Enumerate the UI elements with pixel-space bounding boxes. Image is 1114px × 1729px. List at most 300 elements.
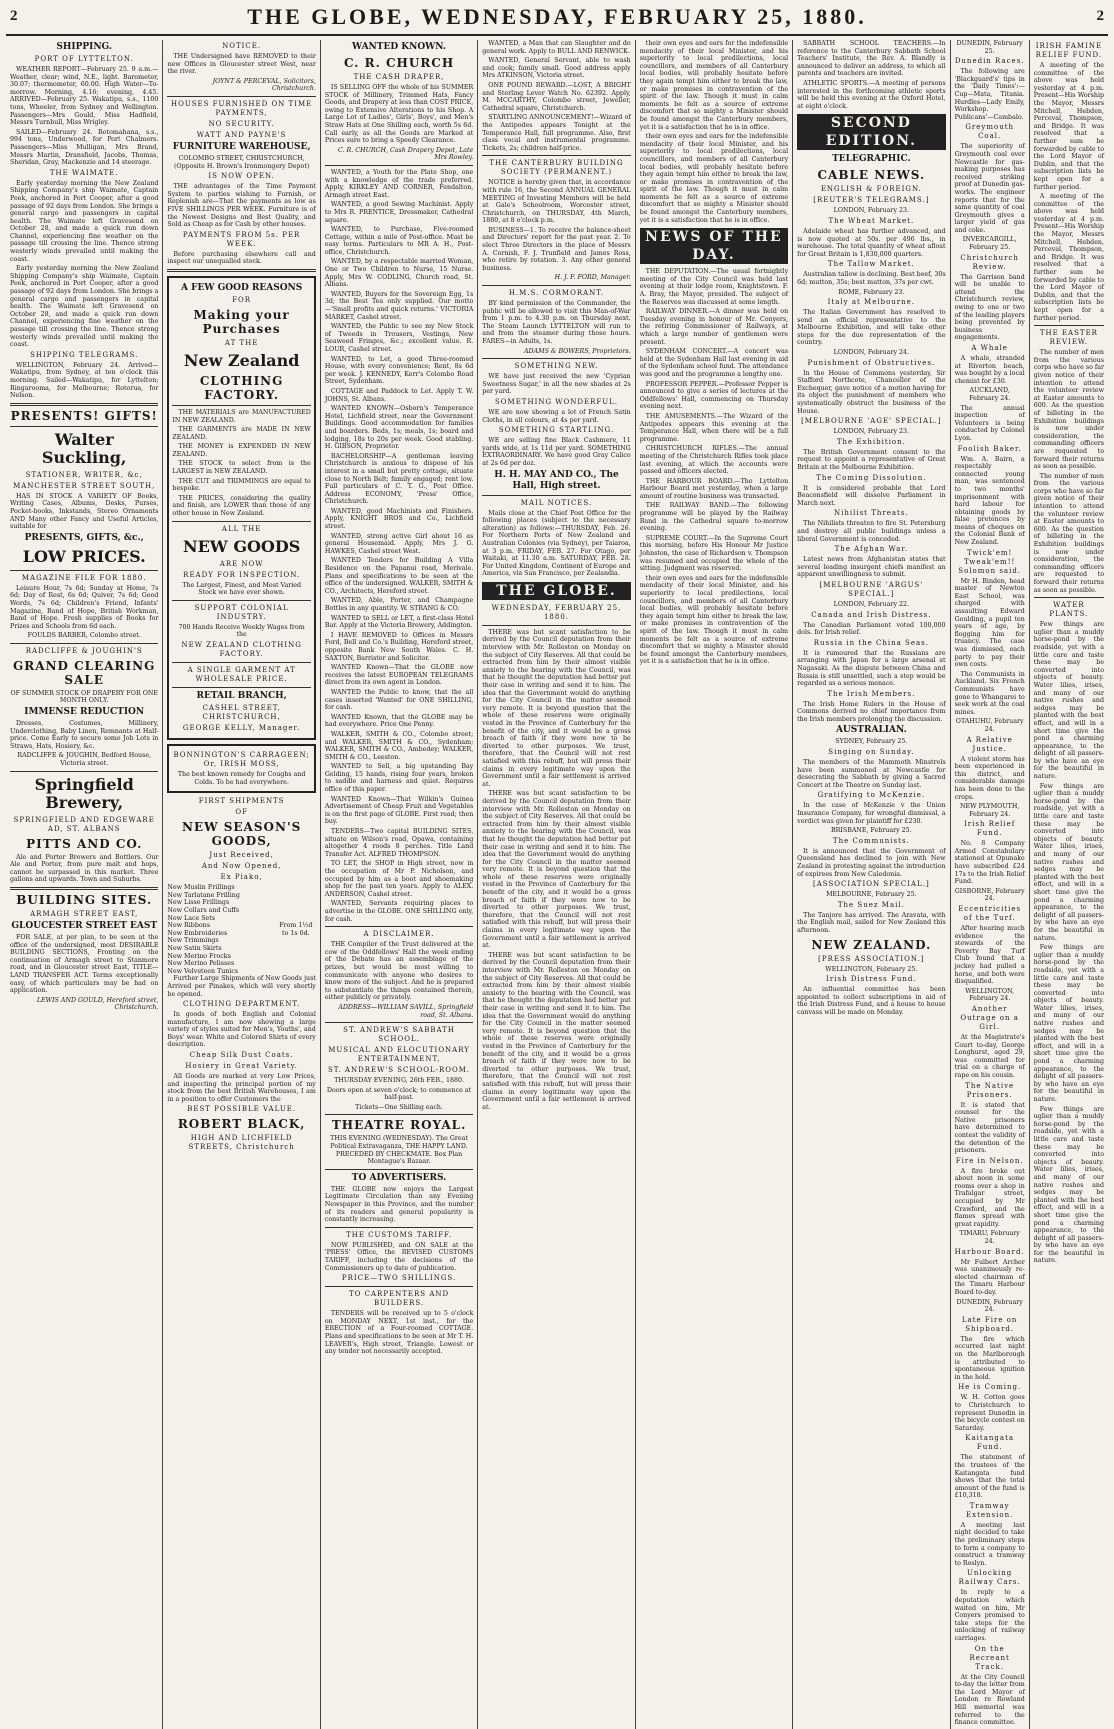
telegrams-heading: SHIPPING TELEGRAMS. [30,350,139,359]
native-heading: The Native Prisoners. [965,1081,1015,1099]
news-item: THE DEPUTATION.—The usual fortnightly meeting of the City Council was held last evening at their lodge room, Knightstown. F. A. Bray, the Mayor, presided. The subject of the Reserves was discussed at some length. [639,268,789,306]
retail-branch: RETAIL BRANCH, [196,691,287,701]
wanted-ad: WANTED, a good Sewing Machinist. Apply to Mrs R. PRENTICE, Dressmaker, Cathedral square. [324,201,474,224]
cormorant-heading: H.M.S. CORMORANT. [508,289,605,298]
exhibition-heading: The Exhibition. [836,437,906,446]
eccentricities-text: After hearing much evidence the stewards of the Poverty Bay Turf Club found that a jockey had pulled a horse, and both were disqualified. [954,925,1025,986]
doors-open: Doors open at seven o'clock; to commence at half-past. [326,1086,472,1102]
may-co: H. H. MAY AND CO., The Hall, High street. [494,469,619,491]
sailed-report: SAILED—February 24. Rotomahana, s.s., 994 tons, Underwood, for Port Chalmers. Passengers—Miss Mulligan, Mrs Brand, Messrs Martin, Dransfield, Jacobs, Thomas, Sheridan, Gray, Mackenzie and 14 steerage. [10,128,159,167]
relief-text: No. 8 Company Armed Constabulary stationed at Opunake have subscribed £24 17s to the Irish Relief Fund. [954,840,1025,886]
divider [482,625,630,626]
divider [482,285,630,286]
divider [10,426,158,427]
immense-reduction: IMMENSE REDUCTION [24,707,145,718]
english-heading: ENGLISH & FOREIGN. [820,185,922,194]
dateline: OTAHUHU, February 24. [955,718,1024,733]
italy-text: The Italian Government has resolved to send an official representative to the Melbourne Exhibition, and will take other steps for the due representation of the country. [797,309,946,347]
singing-text: The members of the Mammoth Minstrels have been summoned at Newcastle for desecrating the Sabbath by giving a Sacred Concert at the Theatre on Sunday last. [797,759,946,789]
wanted-list [325,169,473,729]
argus-label: [MELBOURNE 'ARGUS' SPECIAL.] [819,580,924,598]
water-text: Few things are uglier than a muddy horse-pond by the roadside, yet with a little care and taste these may be converted into objects of beauty. Water lilies, irises, and many of our native rushes and sedges may be planted with the best effect, and will in a short time give the pond a charming appearance, to the delight of all passers-by who have an eye for the beautiful in nature. [1033,621,1104,781]
coming-heading-2: He is Coming. [958,1383,1022,1392]
sabbath-heading: ST. ANDREW'S SABBATH SCHOOL. [343,1026,455,1044]
waimate-heading: THE WAIMATE. [49,168,119,177]
muslin-list-item: New Lace Sets [167,914,216,922]
divider [167,96,315,97]
reuters-label: [REUTER'S TELEGRAMS.] [813,196,930,205]
wanted-ad: TENDERS—Two capital BUILDING SITES, situate on Wilson's road, Opawa, containing altogether 4 roods 8 perches. Title Land Transfer Act. ALFRED THOMPSON. [324,828,474,858]
something-new-text: WE have just received the new 'Cyprian Sweetness Sugar,' in all the new shades at 2s per yard. [482,373,631,396]
annual-text: The annual inspection of Volunteers is being conducted by Colonel Lyon. [954,404,1025,442]
customs-heading: THE CUSTOMS TARIFF. [346,1230,453,1239]
greymouth-heading: Greymouth Coal. [965,123,1015,141]
globe-date: WEDNESDAY, FEBRUARY 25, 1880. [491,603,622,621]
famine-text: A meeting of the committee of the above was held yesterday at 4 p.m. Present—His Worship the Mayor, Messrs Mitchell, Hebden, Perceval, Thompson, and Bridge. It was resolved that a further sum be forwarded by cable to the Lord Mayor of Dublin, and that the subscription lists be kept open for a further period. [1033,62,1104,191]
relief-heading: Irish Relief Fund. [964,820,1016,838]
muslin-list-item: New Collars and Cuffs [167,906,240,914]
clothing-text: In goods of both English and Colonial manufacture, I am now showing a large variety of styles suited for Men's, Youths', and Boys' wear. White and Colored Shirts of every description. [167,1011,316,1049]
press-assoc-label: [PRESS ASSOCIATION.] [818,954,925,963]
dateline: DUNEDIN, February 25. [956,40,1023,55]
canterbury-heading: THE CANTERBURY BUILDING SOCIETY (PERMANENT.) [489,159,624,177]
shipping-heading: SHIPPING. [56,42,113,52]
dateline: WELLINGTON, February 24. [965,987,1015,1003]
pitts-text: Ale and Porter Brewers and Bottlers. Our Ale and Porter, from pure malt and hops, cannot be surpassed in this market. Three gallons and upwards. Town and Suburbs. [10,853,159,884]
coming-text: It is considered probable that Lord Beaconsfield will dissolve Parliament in March next. [797,484,946,507]
second-edition-banner: SECOND EDITION. [797,114,945,150]
divider [325,1286,473,1287]
wanted-ad: WANTED, Buyers for the Sovereign Egg, 1s 3d; the Best Tea only supplied. Our motto—'Small profits and quick returns.' VICTORIA MARKET, Cashel street. [324,290,474,321]
disclaimer-signature: ADDRESS—WILLIAM SAVILL, Springfield road, St. Albans. [338,1003,474,1019]
new-season-goods: NEW SEASON'S GOODS, [181,820,302,849]
muslin-list-item: New Tarlatane Frilling [167,891,240,899]
magazine-heading: MAGAZINE FILE FOR 1880. [21,573,147,582]
tail-text-2: their own eyes and ears for the indefensible mendacity of their local Minister, and his superiority to local predilections, local councillors, and members of all Canterbury local bodies, will probably hesitate before they again tempt him either to break the law, or make promises in contravention of the spirit of the law. Though it must in calm moments be felt as a source of extreme discomfort that so mighty a Minister should be found amongst the Canterbury members, yet it is a satisfaction that he is in office. [639,574,789,666]
robert-address: HIGH AND LICHFIELD STREETS, Christchurch [188,1134,295,1152]
divider [325,1114,473,1115]
muslin-list-item: New Trimmings [167,937,219,945]
athletic-sports: ATHLETIC SPORTS.—A meeting of persons interested in the forthcoming athletic sports will be held this evening at the Oxford Hotel, at eight o'clock. [797,79,946,110]
suez-text: The Tanjore has arrived. The Aravata, with the English mail, sailed for New Zealand this afternoon. [797,911,946,934]
assoc-label: [ASSOCIATION SPECIAL.] [812,880,930,889]
price-two: PRICE—TWO SHILLINGS. [341,1274,457,1283]
dateline: TIMARU, February 24. [959,1230,1020,1246]
low-prices: LOW PRICES. [22,546,146,566]
advertisers-heading: TO ADVERTISERS. [351,1172,447,1183]
divider [10,887,158,890]
col7-split [955,40,1104,1729]
dateline: BRISBANE, February 25. [831,827,912,835]
armagh: ARMAGH STREET EAST, [30,910,139,918]
leader-text-2: THERE was but scant satisfaction to be derived by the Council deputation from their interview with Mr. Rolleston on Monday on the subject of City Reserves. All that could be extracted from him by their almost visible anxiety to the hearing with the Council, was that he thought the deputation had better put their case in writing and send it to him. The idea that the Government would do anything for the City Council in the matter seemed very remote. It is beyond question that the whole of these reserves were originally vested in the Province of Canterbury for the benefit of the city, and it would be a gross breach of faith if they were now to be diverted to other purposes. We trust, therefore, that the Council will not rest satisfied with this rebuff, but will press their claims in every legitimate way upon the Government until a fair settlement is arrived at. [482,790,631,950]
muslin-list-item: New Satin Skirts [167,944,222,952]
suckling-gifts: PRESENTS, GIFTS, &c., [24,532,144,543]
sabbath-teachers: SABBATH SCHOOL TEACHERS.—In reference to the Canterbury Sabbath School Teachers' Institute, the Rev. A. Blandly is announced to deliver an address, to which all parents and teachers are invited. [797,40,946,78]
theatre-text: THIS EVENING (WEDNESDAY). The Great Political Extravaganza, THE HAPPY LAND. PRECEDED BY CHECKMATE. Box Plan Montague's Bazaar. [330,1135,468,1166]
wanted-ad: WANTED, to Let, a good Three-roomed House, with every convenience; Rent, 8s 6d per week. J. KENNEDY, Kerr's Colombo Road Street, Sydenham. [324,355,474,386]
something-wonderful: SOMETHING WONDERFUL. [495,397,618,406]
water-heading: WATER PLANTS. [1049,601,1089,619]
afghan-text: Latest news from Afghanistan states that several leading insurgent chiefs manifest an apparent unwillingness to submit. [797,556,946,579]
tickets: Tickets—One Shilling each. [355,1103,443,1111]
greymouth-text: The superiority of Greymouth coal over Newcastle for gas-making purposes has received striking proof at Dunedin gas-works. The engineer reports that for the same quantity of coal Greymouth gives a larger yield of gas and coke. [954,143,1025,234]
auckland-text: The Communists in Auckland. Six French Communists have gone to Whangarei to seek work at the coal mines. [954,670,1025,716]
wheat-heading: The Wheat Market. [828,216,915,225]
fire-heading: Late Fire on Shipboard. [961,1315,1018,1333]
nelson-text: A fire broke out about noon in some rooms over a shop in Trafalgar street, occupied by Mr Crawford, and the flames spread with great rapidity. [954,1167,1025,1228]
schoolroom: ST. ANDREW'S SCHOOL-ROOM. [328,1066,471,1075]
communists-heading: The Communists. [832,836,910,845]
new-goods: NEW GOODS [182,536,301,556]
wanted-ad: WANTED, to Purchase, Five-roomed Cottage, within a mile of Post-office. Must be easy terms. Particulars to MR A. H., Post-office, Christchurch. [324,226,474,256]
tallow-text: Australian tallow is declining. Best beef, 30s 6d; mutton, 35s; best mutton, 37s per cwt. [797,271,946,286]
best-value: BEST POSSIBLE VALUE. [187,1105,297,1114]
brewery-name: Springfield Brewery, [34,774,134,812]
easter-text: The number of men from the various corps who have so far given notice of their intention to attend the volunteer review at Easter amounts to 600. As the question of billeting in the Exhibition buildings is now under consideration, the commanding officers are requested to forward their returns as soon as possible. [1033,349,1104,471]
something-wonderful-text: WE are now showing a lot of French Satin Cloths, in all colours, at 4s per yard. [482,408,631,424]
wanted-ad: WANTED, strong active Girl about 16 as general Housemaid. Apply, Mrs J. G. HAWKES, Cashel street West. [324,532,474,555]
largest-stock: The Largest, Finest, and Most Varied Stock we have ever shown. [182,581,301,597]
muslin-list-item: New Merino Pelisses [167,960,235,968]
page-number-right: 2 [1096,8,1104,24]
review-heading: Christchurch Review. [960,253,1019,271]
radcliffe-address: RADCLIFFE & JOUGHIN, Bedford House, Victoria street. [17,752,152,768]
russia-heading: Russia in the China Seas. [813,638,929,647]
divider [482,358,630,359]
communists-text: It is announced that the Government of Queensland has declined to join with New Zealand in protesting against the introduction of expirees from New Caledonia. [797,847,946,878]
something-new: SOMETHING NEW. [514,362,599,371]
wanted-ad: WANTED KNOWN—Osborn's Temperance Hotel, Lichfield street, near the Government Buildings. Good accommodation for families and boarders. Beds, 1s; meals, 1s; board and lodging, 18s to 20s per week. Good stabling. H. GIBSON, Proprietor. [324,405,474,451]
divider [482,495,630,496]
muslin-list [167,884,275,975]
news-list [640,268,788,533]
water-text-4: Few things are uglier than a muddy horse-pond by the roadside, yet with a little care and taste these may be converted into objects of beauty. Water lilies, irises, and many of our native rushes and sedges may be planted with the best effect, and will in a short time give the pond a charming appearance, to the delight of all passers-by who have an eye for the beautiful in nature. [1033,1105,1104,1265]
afghan-heading: The Afghan War. [834,545,909,554]
telegrams-text: WELLINGTON, February 24. Arrived—Wakatipu, from Sydney, at ten o'clock this morning. Sailed—Wakatipu, for Lyttelton; Ringarooma, for Melbourne; Rotorua, for Nelson. [10,361,159,400]
nelson-heading: Fire in Nelson. [955,1156,1024,1165]
famine-text-2: A meeting of the committee of the above was held yesterday at 4 p.m. Present—His Worship the Mayor, Messrs Mitchell, Hebden, Perceval, Thompson, and Bridge. It was resolved that a further sum be forwarded by cable to the Lord Mayor of Dublin, and that the subscription lists be kept open for a further period. [1033,193,1104,322]
divider [1034,325,1104,326]
wanted-ad: TO LET, the SHOP in High street, now in the occupation of Mr P. Nicholson, and occupied by him as a boot and shoemaking shop for the past ten years. Apply to ALEX. ANDERSON, Cashel street. [324,860,474,898]
houses-heading: HOUSES FURNISHED ON TIME PAYMENTS, [171,99,313,117]
harbour-heading: Harbour Board. [954,1247,1025,1256]
wanted-ad: WANTED, good Machinists and Finishers. Apply, KNIGHT BROS and Co., Lichfield street. [324,507,474,531]
reason-money: THE MONEY is EXPENDED IN NEW ZEALAND. [172,443,311,458]
carpenters-text: TENDERS will be received up to 5 o'clock on MONDAY NEXT, 1st inst., for the ERECTION of a Four-roomed COTTAGE. Plans and specifications to be seen at Mr T. H. LEAVER's, High street, Triangle. Lowest or any tender not necessarily accepted. [324,1310,474,1356]
column-1 [6,40,163,1729]
wanted-ad: WANTED the Public to know, that the all cases inserted 'Wanted' for ONE SHILLING, for cash. [324,688,474,712]
irish-distress-text: An influential committee has been appointed to collect subscriptions in aid of the Irish Distress Fund, and a house to house canvass will be made on Monday. [797,986,946,1016]
wanted-ad: WANTED, a Youth for the Plate Shop, one with a knowledge of the trade preferred. Apply, KIRKLEY AND CORNER, Fendalton, Armagh street East. [324,168,474,199]
watt-address: COLOMBO STREET, CHRISTCHURCH, (Opposite H. Brown's Ironmongery Depot) [173,154,310,170]
russia-text: It is rumoured that the Russians are arranging with Japan for a large arsenal at Nagasaki. As the dispute between China and Russia is still unsettled, such a step would be regarded as a serious menace. [797,649,946,688]
tweak-heading: Twick'em! Tweak'em!! Solomon said. [958,548,1022,575]
reason-prices: THE PRICES, considering the quality and finish, are LOWER than those of any other house in New Zealand. [172,494,311,518]
masthead-title: THE GLOBE, WEDNESDAY, FEBRUARY 25, 1880. [247,4,867,29]
ready-inspection: READY FOR INSPECTION. [183,570,301,579]
silk-coats: Cheap Silk Dust Coats. [189,1051,294,1060]
races-text: The following are 'Blackguard's' tips in the 'Daily Times':—Cup—Mata, Titania. Hurdles—Lady Emily, Workshop. Publicans'—Cambalo. [954,68,1025,121]
lewis-signature: LEWIS AND GOULD, Hereford street, Christchurch. [36,996,159,1012]
making-purchases: Making your Purchases [193,307,290,336]
wanted-ad: WANTED to Sell, a big upstanding Bay Gelding, 15 hands, rising four years, broken to saddle and harness and quiet. Requires office of this paper. [324,763,474,794]
wanted-ad: WANTED Known, that the GLOBE may be had everywhere. Price One Penny. [324,713,474,729]
suckling-name: Walter Suckling, [41,429,127,467]
mail-text: Mails close at the Chief Post Office for the following places (subject to the necessary alteration) as follows:—THURSDAY, Feb. 26. For Northern Ports of New Zealand and Australian Colonies (via Sydney), per Taiaroa, at 3 p.m. FRIDAY, FEB. 27. For Otago, per Waitaki, at 11.30 a.m. SATURDAY, FEB. 28. For United Kingdom, Continent of Europe and America, via San Francisco, per Zealandia. [482,509,631,578]
dateline: MELBOURNE, February 25. [826,891,917,899]
notice-text: THE Undersigned have REMOVED to their new Offices in Gloucester street West, near the river. [167,53,316,76]
muslin-list-item: New Merino Frocks [167,952,231,960]
gratifying-heading: Gratifying to McKenzie. [817,791,926,800]
divider [167,269,315,272]
tramway-text: A meeting last night decided to take the preliminary steps to form a company to construct a tramway to Roslyn. [954,1521,1025,1567]
robert-black: ROBERT BLACK, [177,1117,306,1132]
masthead [6,0,1108,36]
irish-text: The Irish Home Rulers in the House of Commons derived no chief importance from the Irish members prolonging the discussion. [797,700,946,723]
wanted-ad: WANTED to SELL or LET, a first-class Hotel Bar. Apply at the Victoria Brewery, Addington. [324,614,474,630]
column-3 [321,40,478,1729]
wheat-text: Adelaide wheat has further advanced, and is now quoted at 50s. per 496 lbs., in warehouse. The total quantity of wheat afloat for Great Britain is 1,830,000 quarters. [797,227,946,258]
dateline: GISBORNE, February 24. [954,887,1025,903]
divider [172,600,310,601]
divider [10,403,158,406]
news-item: RAILWAY DINNER.—A dinner was held on Tuesday evening in honour of Mr. Conyers, the retiring Commissioner of Railways, at which a large number of gentlemen were present. [639,308,789,346]
waimate-text-more: Early yesterday morning the New Zealand Shipping Company's ship Waimate, Captain Peek, anchored in Port Cooper, after a good passage of 92 days from London. She brings a general cargo and passengers in capital health. The Waimate left Gravesend on October 28, and made a quick run down Channel, experiencing fine weather on the passage till crossing the line. Thence strong westerly winds prevailed until making the coast. [10,265,159,349]
divider [10,570,158,571]
telegraphic-heading: TELEGRAPHIC. [832,154,911,165]
walker-branches: WALKER, SMITH & CO., Colombo street; and WALKER, SMITH & CO., Sydenham; WALKER, SMITH & CO., Ambedey; WALKER, SMITH & CO., Leeston. [324,730,474,761]
exhibition-text: The British Government consent to the request to appoint a representative of Great Britain at the Melbourne Exhibition. [797,448,946,471]
singing-heading: Singing on Sunday. [828,748,915,757]
single-garment: A SINGLE GARMENT AT WHOLESALE PRICE. [187,666,296,683]
races-heading: Dunedin Races. [954,57,1025,66]
payments-heading: PAYMENTS FROM 5s. PER WEEK. [182,230,301,248]
divider [325,1169,473,1170]
wanted-ad: I HAVE REMOVED to Offices in Messrs Ford, Bell and Co.'s Building, Hereford street, opposite Bank New South Wales. C. H. SAXTON, Barrister and Solicitor. [324,631,474,662]
for-label: FOR [232,295,252,304]
cormorant-text: BY kind permission of the Commander, the public will be allowed to visit this Man-of-War from 1 p.m. to 4.30 p.m. on Thursday next. The Steam Launch LYTTELTON will run to and from the steamer during those hours. FARES—in Adults, 1s. [482,300,631,345]
gloucester: GLOUCESTER STREET EAST [11,921,158,931]
muslin-list-item: New Velveteen Tunics [167,967,239,975]
column-6 [793,40,950,1729]
coming-heading: The Coming Dissolution. [816,473,927,482]
at-the-label: AT THE [224,338,259,347]
canada-heading: Canada and Irish Distress. [811,610,932,619]
clothing-dept: CLOTHING DEPARTMENT. [183,1000,301,1009]
muslin-block [167,884,315,975]
new-zealand-heading: NEW ZEALAND. [811,937,932,952]
divider [325,926,473,927]
grand-clearing: GRAND CLEARING SALE [13,658,156,687]
unlocking-heading: Unlocking Railway Cars. [958,1569,1021,1587]
magazine-text: Leisure Hour, 7s 6d; Sunday at Home, 7s 6d; Day of Rest, 6s 6d; Quiver, 7s 6d; Good Words, 7s 6d; Children's Friend, Infants' Magazine, Band of Hope, British Workman, Band of Hope. Fresh supplies of Books for Prizes and Schools from 6d each. [10,584,159,630]
furniture-warehouse: FURNITURE WAREHOUSE, [172,141,311,152]
radcliffe-name: RADCLIFFE & JOUGHIN'S [25,646,143,655]
reason-garments: THE GARMENTS are MADE IN NEW ZEALAND. [172,426,311,441]
something-startling: SOMETHING STARTLING. [498,426,615,435]
divider [325,1022,473,1023]
column-4 [478,40,635,1729]
dateline: LONDON, February 23. [833,207,910,215]
wanted-ad: WANTED, the Public to see my New Stock of Tweeds in Trousers, Vestings, New Seaweed Fringes, &c.; excellent value. R. LOUR, Cashel street. [324,323,474,353]
crc-signature: C. R. CHURCH, Cash Drapery Depot, Late Mrs Rowley. [337,146,474,162]
clothing-factory: CLOTHING FACTORY. [199,373,284,402]
review-text: The Garrison band will be unable to attend the Christchurch review, owing to one or two of the leading players being prevented by business engagements. [954,273,1025,342]
canterbury-signature: H. J. F. FORD, Manager. [554,274,631,282]
easter-heading: THE EASTER REVIEW. [1039,329,1098,347]
divider [172,687,310,688]
globe-banner: THE GLOBE. [482,582,630,600]
column-2 [163,40,320,1729]
muslin-list-item: New Lisse Frillings [167,899,230,907]
article-text: their own eyes and ears for the indefensible mendacity of their local Minister, and his superiority to local predilections, local councillors, and members of all Canterbury local bodies, will probably hesitate before they again tempt him either to break the law, or make promises in contravention of the spirit of the law. Though it must in calm moments be felt as a source of extreme discomfort that so mighty a Minister should be found amongst the Canterbury members, yet it is a satisfaction that he is in office. [639,40,789,131]
canada-text: The Canadian Parliament voted 100,000 dols. for Irish relief. [797,621,946,637]
age-label: [MELBOURNE 'AGE' SPECIAL.] [801,417,942,426]
crc-text: IS SELLING OFF the whole of his SUMMER STOCK of Millinery, Trimmed Hats, Fancy Goods, and Drapery at less than COST PRICE, owing to Extensive Alterations to his Shop. A Large Lot of Ladies', Girls', Boys', and Men's Straw Hats at One Shilling each, worth 5s 6d. Call early, as all the Goods are Marked at Prices sure to bring a Speedy Clearance. [324,84,474,145]
support-industry: SUPPORT COLONIAL INDUSTRY. [194,603,289,621]
whale-text: A whale, stranded at Riverton beach, was bought by a local chemist for £30. [954,355,1025,385]
dateline: INVERCARGILL, February 25. [962,236,1017,252]
reason-cut: THE CUT and TRIMMINGS are equal to bespoke. [172,477,311,493]
news-item: THE RAILWAY BAND.—The following programme will be played by the Railway Band in the Cathedral square to-morrow evening. [639,502,789,533]
columns [6,40,1108,1727]
water-text-3: Few things are uglier than a muddy horse-pond by the roadside, yet with a little care and taste these may be converted into objects of beauty. Water lilies, irises, and many of our native rushes and sedges may be planted with the best effect, and will in a short time give the pond a charming appearance, to the delight of all passers-by who have an eye for the beautiful in nature. [1033,944,1104,1103]
first-shipments: FIRST SHIPMENTS [198,797,285,806]
outrage-text: At the Magistrate's Court to-day, George Longhurst, aged 29, was committed for trial on a charge of rape on his cousin. [954,1033,1025,1079]
kaitangata-heading: Kaitangata Fund. [965,1434,1015,1452]
wanted-ad: ONE POUND REWARD.—LOST, A BRIGHT and Sterling Lever Watch No. 62392. Apply, M. MCCARTHY, Colombo street, Jeweller, Cathedral square, Christchurch. [482,81,631,112]
canterbury-business: BUSINESS—1. To receive the balance-sheet and Directors' report for the past year. 2. To elect Three Directors in the place of Messrs A. Cornish, F. J. Trunfield and James Ross, who retire by rotation. 3. Any other general business. [482,226,631,272]
dateline: WELLINGTON, February 25. [825,965,918,973]
wanted-ad: WANTED, a Man that can Slaughter and do general work. Apply to BULL AND RENWICK. [482,40,631,55]
divider [172,405,310,406]
watt-name: WATT AND PAYNE'S [196,130,287,139]
irish-distress-heading: Irish Distress Fund. [826,975,917,984]
native-text: It is stated that counsel for the Native prisoners have determined to contest the validity of the detention of the prisoners. [954,1101,1025,1155]
track-text: At the City Council to-day the letter from the Lord Mayor of London re Rowland Hill memorial was referred to the finance committee. [954,1673,1025,1727]
punishment-heading: Punishment of Obstructives. [807,358,936,367]
divider [1034,597,1104,598]
payments-text: Before purchasing elsewhere call and inspect our unequalled stock. [167,250,316,266]
sites-heading: BUILDING SITES. [16,893,153,907]
all-goods-text: All Goods are marked at very Low Prices, and inspecting the principal portion of my stock from the best British Warehouses, I am in a position to offer Customers the [167,1073,316,1103]
outrage-heading: Another Outrage on a Girl. [960,1004,1019,1031]
canterbury-text: NOTICE is hereby given that, in accordance with rule 16, the Second ANNUAL GENERAL MEETING of Investing Members will be held at Gale's Schoolroom, Worcester street, Christchurch, on THURSDAY, 4th March, 1880, at 8 o'clock p.m. [482,179,631,225]
crc-name: C. R. CHURCH [343,56,455,70]
coming-text-2: W. H. Cotton goes to Christchurch to represent Dunedin in the bicycle contest on Saturday. [954,1394,1025,1432]
mail-heading: MAIL NOTICES. [520,498,593,507]
foulds-signature: FOULDS BARBER, Colombo street. [27,632,141,640]
tweak-text: Mr H. Binden, head master of Newton East School, was charged with assaulting Edward Goulding, a pupil ten years of age, by flogging him for truancy. The case was dismissed, each party to pay their own costs. [954,577,1025,669]
wanted-heading: WANTED KNOWN. [352,42,447,52]
wanted-ad: WANTED Known—That the GLOBE now receives the latest EUROPEAN TELEGRAMS direct from its own agent in London. [324,664,474,687]
thursday-date: THURSDAY EVENING, 26th FEB., 1880. [334,1077,464,1085]
reasons-heading: A FEW GOOD REASONS [180,282,303,293]
muslin-list-item: New Ribbons [167,922,210,930]
wanted-ad: WANTED, Servants requiring places to advertise in the GLOBE. ONE SHILLING only, for cash. [324,900,474,923]
grand-text: Dresses, Costumes, Millinery, Underclothing, Baby Linen, Remnants at Half-price. Come Early to secure some Job Lots in Straws, Hats, Hosiery, &c. [10,720,159,750]
fire-text: The fire which occurred last night on the Marlborough is attributed to spontaneous ignition in the hold. [954,1335,1025,1381]
tail-text: SUPREME COURT.—In the Supreme Court this morning, before His Honour Mr Justice Johnston, the case of Richardson v. Thompson was resumed and occupied the whole of the sitting. Judgment was reserved. [639,534,789,573]
whale-heading: A Whale [971,344,1008,352]
divider [172,521,310,522]
suckling-trade: STATIONER, WRITER, &c, [25,470,143,479]
wanted-ad: WANTED, by a respectable married Woman, One or Two Children to Nurse, 15 Nurse. Apply, Mrs W. CODLING, Church road, St. Albans. [324,258,474,289]
track-heading: On the Recreant Track. [969,1644,1010,1671]
foolish-text: Wm. A. Bairn, a respectably connected young man, was sentenced to two months' imprisonment with hard labour for obtaining goods by false pretences by means of cheques on the Colonial Bank of New Zealand. [954,455,1025,547]
security: NO SECURITY. [208,119,275,128]
col7-right [1029,40,1104,1729]
grand-sub: OF SUMMER STOCK OF DRAPERY FOR ONE MONTH ONLY. [10,689,158,705]
italy-heading: Italy at Melbourne. [827,298,916,307]
dateline: SYDNEY, February 25. [835,738,908,746]
article-text-2: their own eyes and ears for the indefensible mendacity of their local Minister, and his superiority to local predilections, local councillors, and members of all Canterbury local bodies, will probably hesitate before they again tempt him either to break the law, or make promises in contravention of the spirit of the law. Though it must in calm moments be felt as a source of extreme discomfort that so mighty a Minister should be found amongst the Canterbury members, yet it is a satisfaction that he is in office. [639,133,789,224]
divider [10,643,158,644]
now-open: IS NOW OPEN. [208,172,275,181]
presents-heading: PRESENTS! GIFTS! [10,408,158,423]
clothing-factory-ad [167,276,315,740]
page-number-left: 2 [10,8,18,24]
suckling-address: MANCHESTER STREET SOUTH, [13,481,156,490]
carrageen-name: BONNINGTON'S CARRAGEEN; Or, IRISH MOSS, [173,751,310,768]
wanted-extra-list [325,763,473,923]
relative-heading: A Relative Justice. [966,735,1013,753]
disclaimer-heading: A DISCLAIMER. [363,930,435,939]
hands-text: 700 Hands Receive Weekly Wages from the [178,623,305,639]
foolish-heading: Foolish Baker. [957,444,1022,453]
factory-name: NEW ZEALAND CLOTHING FACTORY. [181,641,302,658]
harbour-text: Mr Fulbert Archer was unanimously re-elected chairman of the Timaru Harbour Board to-day. [954,1258,1025,1296]
ex-piako: Ex Piako, [220,873,263,882]
column-7 [951,40,1108,1729]
column-5 [636,40,793,1729]
suez-heading: The Suez Mail. [837,900,905,909]
dateline: NEW PLYMOUTH, February 24. [959,803,1020,818]
carrageen-text: The best known remedy for Coughs and Colds. To be had everywhere. [177,771,306,786]
wanted-ad: WANTED, Able, Porter, and Champagne Bottles in any quantity. W. STRANG & CO. [324,597,474,612]
kaitangata-text: The statement of the trustees of the Kaitangata fund shows that the total amount of the fund is £10,318. [954,1454,1025,1500]
divider [172,662,310,663]
advertisers-text: THE GLOBE now enjoys the Largest Legitimate Circulation than any Evening Newspaper in this Province, and the number of its readers and general popularity is constantly increasing. [324,1185,474,1224]
divider [10,771,158,772]
wanted-ad: WANTED Known—That Wilkin's Guinea Advertisement of Cheap Fruit and Vegetables is on the first page of GLOBE. First read; then buy. [324,795,474,826]
dateline: DUNEDIN, February 24. [956,1298,1023,1314]
tramway-heading: Tramway Extension. [966,1501,1014,1519]
muslin-list-item: New Muslin Frillings [167,884,235,892]
kelly-manager: GEORGE KELLY, Manager. [182,724,301,732]
news-item: SYDENHAM CONCERT.—A concert was held at the Sydenham Hall last evening in aid of the Sydenham school fund. The attendance was good and the programme a lengthy one. [639,348,789,378]
australian-heading: AUSTRALIAN. [835,725,907,736]
dateline: ROME, February 23. [838,288,905,296]
waimate-text: Early yesterday morning the New Zealand Shipping Company's ship Waimate, Captain Peek, anchored in Port Cooper, after a good passage of 92 days from London. She brings a general cargo and passengers in capital health. The Waimate left Gravesend on October 28, and made a quick run down Channel, experiencing fine weather on the passage till crossing the line. Thence strong westerly winds prevailed until making the coast. [10,179,159,263]
wanted-ad: STARTLING ANNOUNCEMENT!—Wizard of the Antipodes appears Tonight at the Temperance Hall, full programme. Also, first class vocal and instrumental programme. Tickets, 2s; children half-price. [482,114,631,152]
joynt-signature: JOYNT & PERCEVAL, Solicitors, Christchurch. [212,77,316,93]
dateline: LONDON, February 22. [833,600,910,608]
cormorant-signature: ADAMS & BOWERS, Proprietors. [523,347,631,355]
reason-materials: THE MATERIALS are MANUFACTURED IN NEW ZEALAND. [172,408,311,424]
are-now: ARE NOW [219,559,264,568]
suckling-text: HAS IN STOCK A VARIETY OF Books, Writing Cases, Albums, Desks, Purses, Pocket-books, Inkstands, Stereo Ornaments AND Many other Fancy and Useful Articles, suitable for [10,492,159,531]
carpenters-heading: TO CARPENTERS AND BUILDERS. [349,1290,450,1308]
wanted-ad: BACHELORSHIP—A gentleman leaving Christchurch is anxious to dispose of his interest in a small but pretty cottage, situate close to North Belt; family engaged; rent low. Full particulars of C. T. G., Post Office. Address ECONOMY, 'Press' Office, Christchurch. [324,452,474,506]
nihilist-heading: Nihilist Threats. [834,509,909,518]
something-startling-text: WE are selling fine Black Cashmere, 11 yards wide, at 1s 11d per yard. SOMETHING EXTRAORDINARY. We have good Gray Calico at 2s 6d per doz. [482,437,631,467]
just-received: Just Received, [209,851,274,860]
unlocking-text: In reply to a deputation which waited on him, Mr Conyers promised to take steps for the unlocking of railway carriages. [954,1589,1025,1642]
punishment-text: In the House of Commons yesterday, Sir Stafford Northcote, Chancellor of the Exchequer, gave notice of a motion having for its object the punishment of members who systematically obstruct the business of the House. [797,369,946,415]
now-opened: And Now Opened, [201,862,282,871]
